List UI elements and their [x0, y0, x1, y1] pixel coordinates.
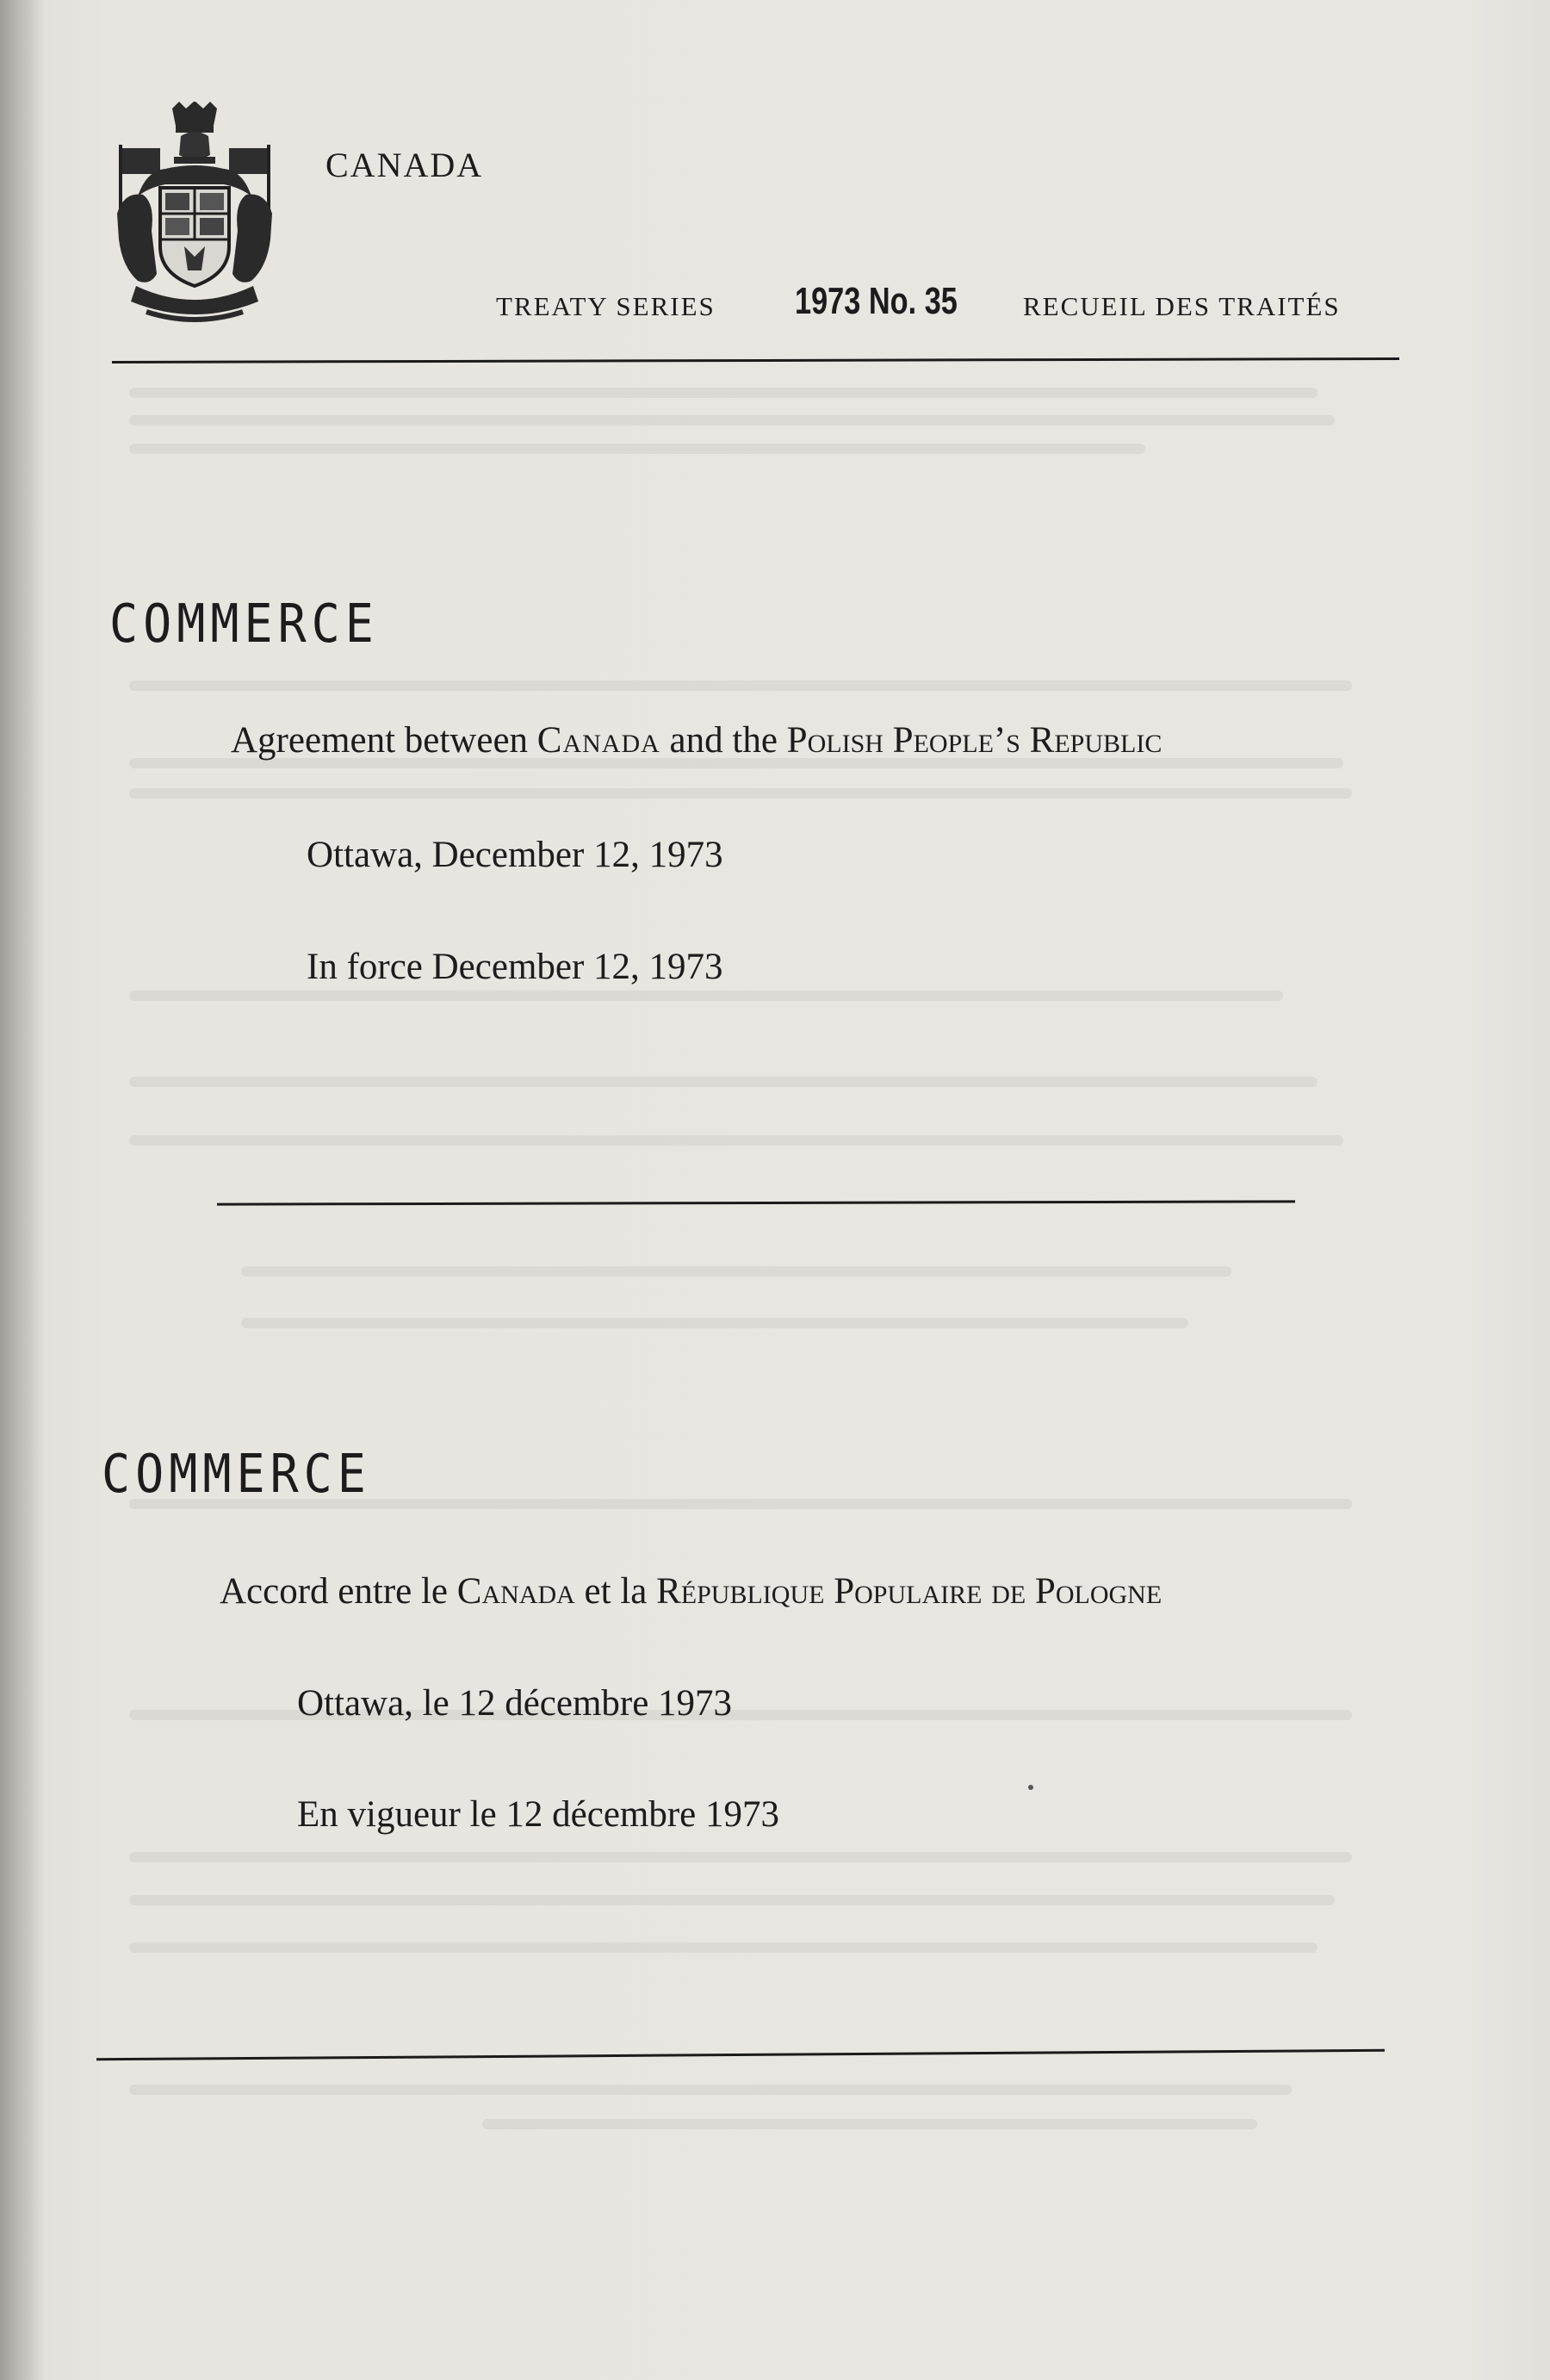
- bleed-through-text: [129, 1077, 1318, 1087]
- bleed-through-text: [129, 1852, 1352, 1862]
- party-poland: République Populaire de Pologne: [656, 1571, 1162, 1612]
- french-place-date: Ottawa, le 12 décembre 1973: [297, 1683, 733, 1724]
- page-spine-shadow: [0, 0, 45, 2380]
- treaty-series-label: TREATY SERIES: [496, 291, 716, 321]
- bleed-through-text: [129, 1135, 1343, 1146]
- french-agreement-title: [220, 1570, 1162, 1613]
- bleed-through-text: [241, 1318, 1188, 1328]
- bleed-through-text: [129, 415, 1335, 426]
- footer-rule: [96, 2049, 1385, 2060]
- bleed-through-text: [129, 1895, 1335, 1905]
- english-heading: COMMERCE: [109, 593, 379, 655]
- bleed-through-text: [129, 1942, 1318, 1953]
- bleed-through-text: [482, 2119, 1257, 2129]
- ink-speck: [1028, 1785, 1033, 1790]
- party-poland: Polish People’s Republic: [786, 720, 1162, 761]
- header-rule: [112, 357, 1399, 364]
- country-name: CANADA: [326, 146, 484, 184]
- bleed-through-text: [129, 388, 1318, 398]
- agreement-prefix: Agreement between: [231, 720, 537, 761]
- canada-coat-of-arms-icon: [112, 102, 277, 327]
- agreement-prefix: Accord entre le: [220, 1571, 457, 1612]
- party-canada: Canada: [536, 720, 660, 761]
- agreement-connector: and the: [660, 720, 787, 761]
- bleed-through-text: [129, 991, 1283, 1001]
- english-place-date: Ottawa, December 12, 1973: [307, 835, 723, 875]
- recueil-des-traites-label: RECUEIL DES TRAITÉS: [1023, 291, 1341, 321]
- french-heading: COMMERCE: [102, 1443, 371, 1505]
- bleed-through-text: [129, 680, 1352, 691]
- english-agreement-title: [231, 719, 1162, 761]
- french-in-force: En vigueur le 12 décembre 1973: [297, 1794, 780, 1835]
- bleed-through-text: [129, 2085, 1292, 2095]
- english-in-force: In force December 12, 1973: [307, 947, 723, 987]
- bleed-through-text: [129, 444, 1145, 454]
- bleed-through-text: [241, 1266, 1231, 1277]
- section-divider-rule: [217, 1200, 1295, 1205]
- party-canada: Canada: [456, 1571, 575, 1612]
- agreement-connector: et la: [574, 1571, 657, 1612]
- bleed-through-text: [129, 788, 1352, 799]
- series-number: 1973 No. 35: [795, 280, 958, 322]
